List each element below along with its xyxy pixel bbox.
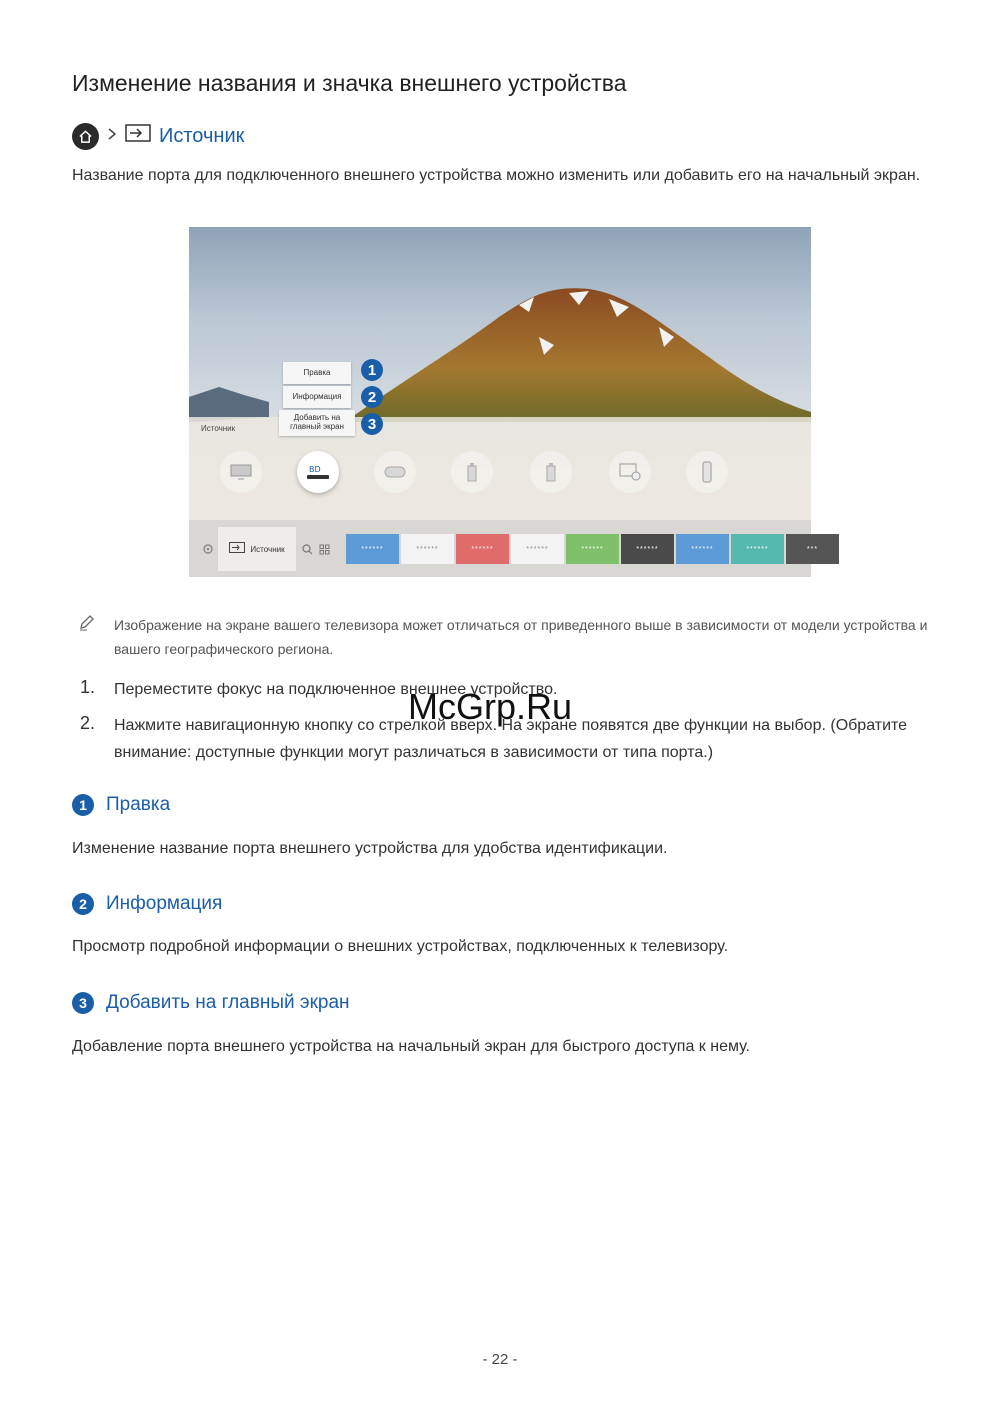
tv-screenshot (189, 227, 819, 577)
page-number: - 22 - (482, 1351, 518, 1368)
connection-guide-icon[interactable] (609, 451, 651, 493)
menu-item-add-home[interactable]: Добавить на главный экран (279, 410, 355, 436)
svg-text:BD: BD (309, 465, 321, 474)
section-add-home-heading (72, 992, 350, 1014)
app-tile[interactable]: *** (786, 534, 839, 564)
section-1-desc: Изменение название порта внешнего устройства для удобства идентификации. (72, 840, 668, 857)
usb-device-icon-2[interactable] (530, 451, 572, 493)
step-1-number: 1. (80, 677, 96, 697)
step-2-text: Нажмите навигационную кнопку со стрелкой вверх. На экране появятся две функции на выбор. (Обратите внимание: доступные функции могут различаться в зависимости от типа порта.) (114, 717, 908, 761)
remote-device-icon[interactable] (686, 451, 728, 493)
section-3-badge: 3 (72, 992, 94, 1014)
menu-item-edit[interactable]: Правка (283, 362, 351, 384)
step-1-text: Переместите фокус на подключенное внешнее устройство. (114, 681, 558, 698)
app-tile[interactable]: ****** (731, 534, 784, 564)
callout-3-badge: 3 (361, 413, 383, 435)
note-text: Изображение на экране вашего телевизора может отличаться от приведенного выше в зависимости от модели устройства и вашего географического региона. (114, 617, 928, 657)
settings-icon[interactable] (202, 542, 214, 560)
app-tile[interactable]: ****** (346, 534, 399, 564)
search-icon[interactable] (302, 542, 313, 560)
step-2-number: 2. (80, 713, 96, 733)
section-3-title: Добавить на главный экран (106, 992, 350, 1013)
section-edit-heading (72, 794, 170, 816)
callout-2-badge: 2 (361, 386, 383, 408)
source-row-label: Источник (201, 424, 236, 433)
section-3-desc: Добавление порта внешнего устройства на начальный экран для быстрого доступа к нему. (72, 1038, 750, 1055)
section-2-title: Информация (106, 893, 223, 914)
input-source-icon (125, 124, 151, 149)
section-1-badge: 1 (72, 794, 94, 816)
intro-text: Название порта для подключенного внешнего устройства можно изменить или добавить его на начальный экран. (72, 167, 921, 184)
watermark: McGrp.Ru (408, 686, 573, 727)
pencil-note-icon (78, 614, 94, 637)
tv-device-icon[interactable] (220, 451, 262, 493)
page-title: Изменение названия и значка внешнего устройства (72, 70, 627, 96)
app-tile[interactable]: ****** (401, 534, 454, 564)
section-1-title: Правка (106, 794, 171, 815)
section-2-desc: Просмотр подробной информации о внешних устройствах, подключенных к телевизору. (72, 938, 729, 955)
app-tile[interactable]: ****** (676, 534, 729, 564)
menu-item-info[interactable]: Информация (283, 386, 351, 408)
gamepad-device-icon[interactable] (374, 451, 416, 493)
input-source-icon-small (229, 542, 245, 556)
bar-source-item[interactable]: Источник (218, 527, 296, 571)
home-bar (189, 520, 819, 577)
apps-icon[interactable] (319, 542, 330, 560)
section-info-heading (72, 893, 222, 915)
app-tile[interactable]: ****** (621, 534, 674, 564)
home-icon[interactable] (72, 123, 99, 150)
app-tile[interactable]: ****** (456, 534, 509, 564)
app-tile[interactable]: ****** (511, 534, 564, 564)
chevron-right-icon (107, 127, 117, 146)
bluray-device-icon[interactable] (297, 451, 339, 493)
breadcrumb-source-link[interactable]: Источник (159, 124, 245, 147)
callout-1-badge: 1 (361, 359, 383, 381)
breadcrumb (72, 121, 244, 151)
app-tile[interactable]: ****** (566, 534, 619, 564)
usb-device-icon[interactable] (451, 451, 493, 493)
section-2-badge: 2 (72, 893, 94, 915)
